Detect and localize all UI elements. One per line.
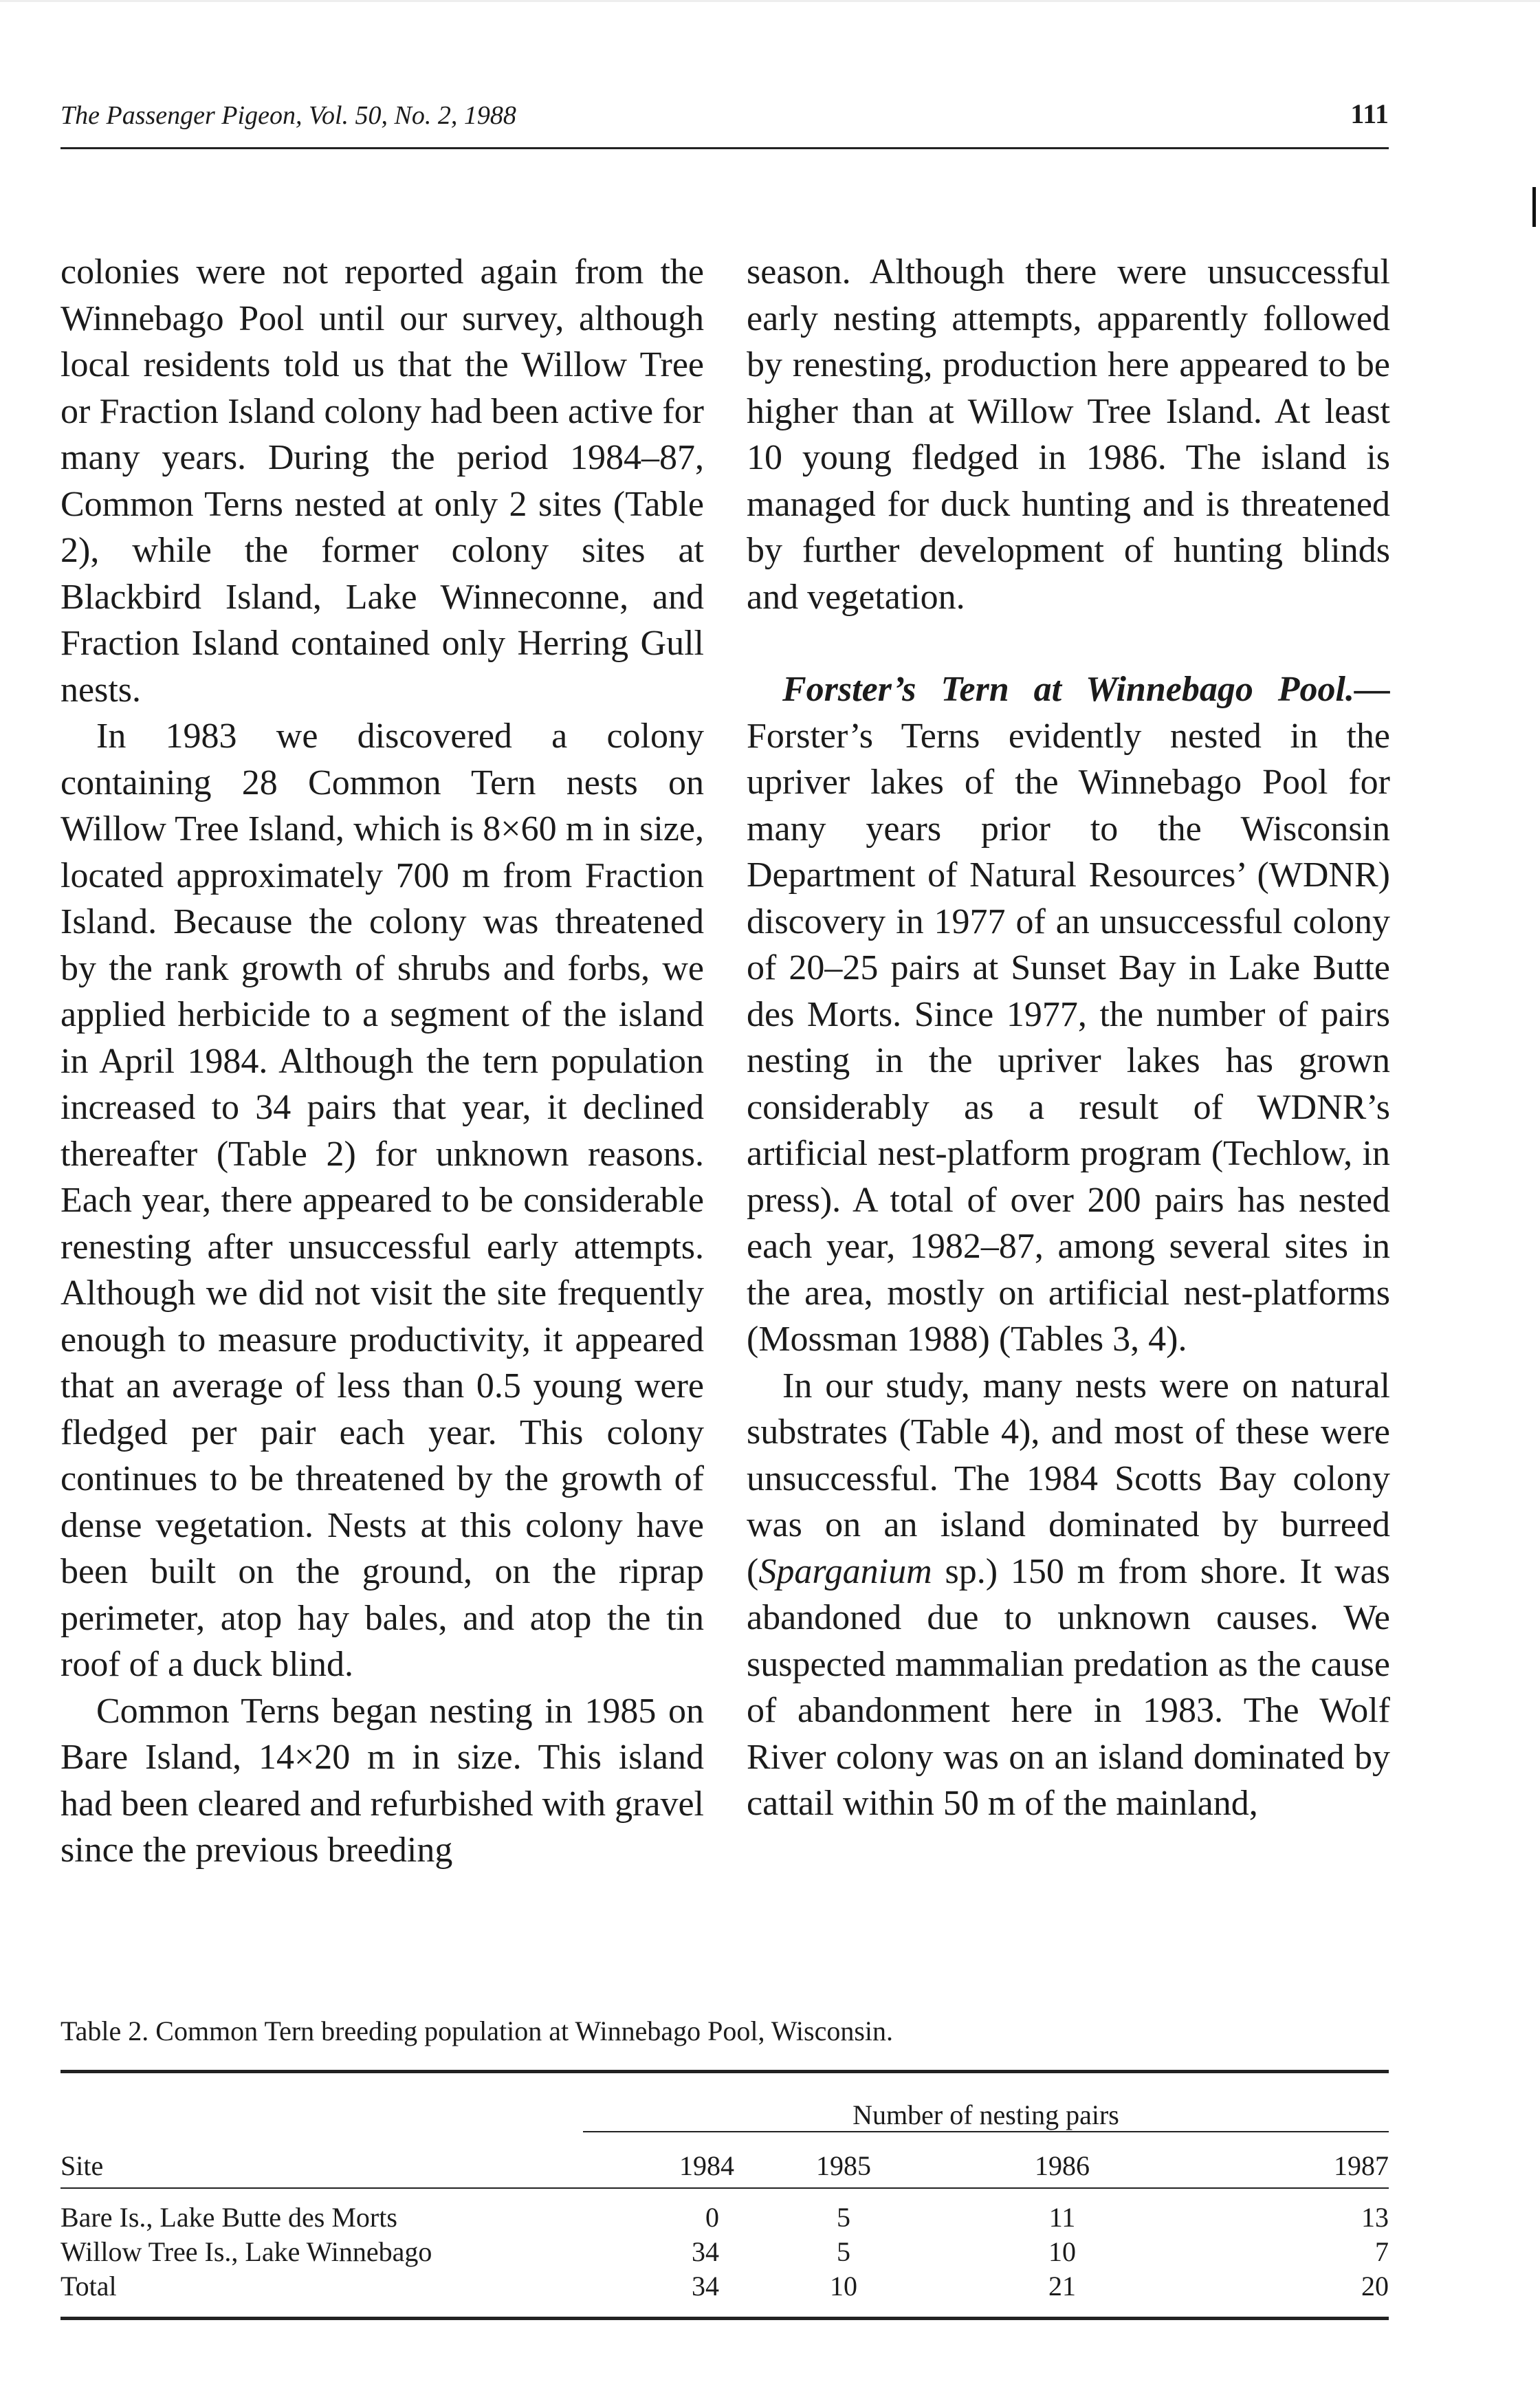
- row-value: 7: [1375, 2236, 1389, 2267]
- page-header: [60, 95, 1389, 149]
- row-value: 13: [1361, 2201, 1389, 2233]
- page-number: 111: [1350, 98, 1389, 129]
- year-header-1984: 1984: [583, 2137, 734, 2188]
- row-value: 10: [734, 2269, 953, 2319]
- row-value: 0: [705, 2201, 719, 2233]
- table-row: [60, 2234, 1389, 2269]
- right-paragraph-2: [747, 666, 1390, 1363]
- section-heading: Forster’s Tern at Winnebago Pool.—: [782, 670, 1390, 709]
- right-paragraph-3-text-a: In our study, many nests were on natural substrates (Table 4), and most of these were unsuccessful. The 1984 Scotts Bay colony was on an island dominated by burreed (: [747, 1366, 1390, 1591]
- row-value: 5: [837, 2201, 850, 2233]
- table-row: [60, 2269, 1389, 2319]
- scan-edge: [0, 0, 1540, 2]
- row-value: 5: [837, 2236, 850, 2267]
- row-site: Bare Is., Lake Butte des Morts: [60, 2201, 397, 2233]
- table-caption: Table 2. Common Tern breeding population at Winnebago Pool, Wisconsin.: [60, 2015, 894, 2046]
- species-name: Sparganium: [758, 1551, 932, 1591]
- right-paragraph-1: season. Although there were unsuccessful early nesting attempts, apparently followed by renesting, production here appeared to be higher than at Willow Tree Island. At least 10 young fledged in 1986. The island is managed for duck hunting and is threatened by further development of hunting blinds and vegetation.: [747, 252, 1390, 617]
- right-paragraph-2-text: Forster’s Terns evidently nested in the upriver lakes of the Winnebago Pool for many years prior to the Wisconsin Department of Natural Resources’ (WDNR) discovery in 1977 of an unsuccessful colony of 20–25 pairs at Sunset Bay in Lake Butte des Morts. Since 1977, the number of pairs nesting in the upriver lakes has grown considerably as a result of WDNR’s artificial nest-platform program (Techlow, in press). A total of over 200 pairs has nested each year, 1982–87, among several sites in the area, mostly on artificial nest-platforms (Mossman 1988) (Tables 3, 4).: [747, 716, 1390, 1359]
- right-paragraph-3-text-b: sp.) 150 m from shore. It was abandoned due to unknown causes. We suspected mammalian predation as the cause of abandonment here in 1983. The Wolf River colony was on an island dominated by cattail within 50 m of the mainland,: [747, 1551, 1390, 1823]
- row-value: 34: [583, 2269, 734, 2319]
- right-paragraph-3: [747, 1363, 1390, 1827]
- table-header-row: [60, 2137, 1389, 2188]
- row-value: 11: [1048, 2201, 1076, 2233]
- running-head: The Passenger Pigeon, Vol. 50, No. 2, 1988: [60, 101, 516, 130]
- table-row: [60, 2188, 1389, 2234]
- left-paragraph-1: colonies were not reported again from the Winnebago Pool until our survey, although local residents told us that the Willow Tree or Fraction Island colony had been active for many years. During the period 1984–87, Common Terns nested at only 2 sites (Table 2), while the former colony sites at Blackbird Island, Lake Winneconne, and Fraction Island contained only Herring Gull nests.: [60, 252, 704, 710]
- left-paragraph-2: In 1983 we discovered a colony containing 28 Common Tern nests on Willow Tree Island, which is 8×60 m in size, located approximately 700 m from Fraction Island. Because the colony was threatened by the rank growth of shrubs and forbs, we applied herbicide to a segment of the island in April 1984. Although the tern population increased to 34 pairs that year, it declined thereafter (Table 2) for unknown reasons. Each year, there appeared to be considerable renesting after unsuccessful early attempts. Although we did not visit the site frequently enough to measure productivity, it appeared that an average of less than 0.5 young were fledged per pair each year. This colony continues to be threatened by the growth of dense vegetation. Nests at this colony have been built on the ground, on the riprap perimeter, atop hay bales, and atop the tin roof of a duck blind.: [60, 717, 704, 1684]
- row-site: Total: [60, 2269, 583, 2319]
- table-2: [60, 2070, 1389, 2320]
- table-spanner: Number of nesting pairs: [583, 2099, 1389, 2132]
- row-value: 20: [1172, 2269, 1389, 2319]
- row-value: 10: [1048, 2236, 1076, 2267]
- left-column: [60, 249, 704, 1874]
- nesting-table: [60, 2073, 1389, 2320]
- scan-mark: [1532, 187, 1536, 227]
- left-paragraph-3: Common Terns began nesting in 1985 on Bare Island, 14×20 m in size. This island had been cleared and refurbished with gravel since the previous breeding: [60, 1691, 704, 1870]
- year-header-1987: 1987: [1172, 2137, 1389, 2188]
- right-column: [747, 249, 1390, 1827]
- year-header-1985: 1985: [734, 2137, 953, 2188]
- row-value: 34: [692, 2236, 719, 2267]
- row-value: 21: [953, 2269, 1172, 2319]
- year-header-1986: 1986: [953, 2137, 1172, 2188]
- row-site: Willow Tree Is., Lake Winnebago: [60, 2236, 432, 2267]
- site-header: Site: [60, 2137, 583, 2188]
